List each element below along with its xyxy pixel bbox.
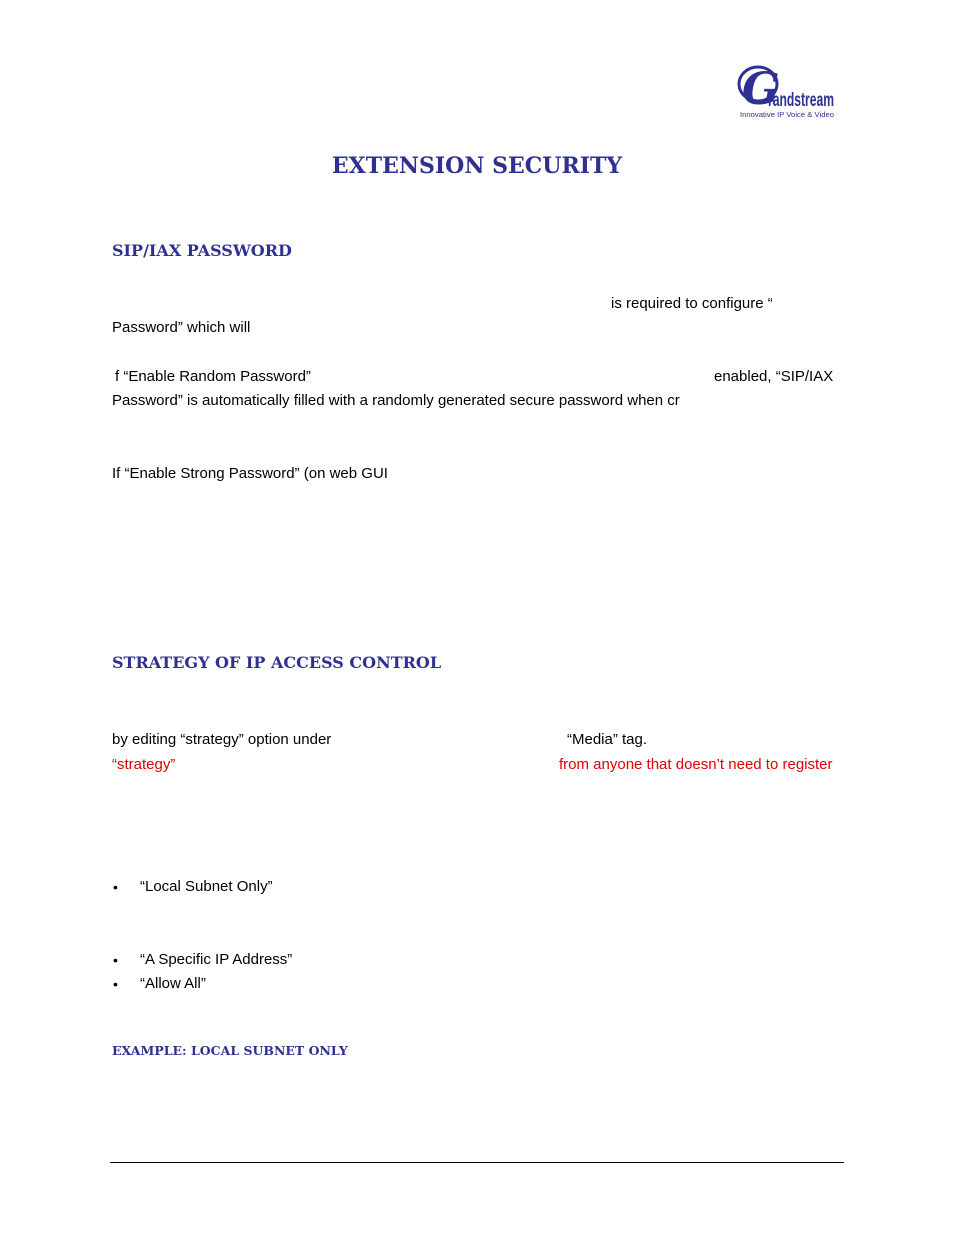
sip-iax-paragraph-2-line-2: Password” is automatically filled with a randomly generated secure password when cr <box>112 392 680 409</box>
sip-iax-paragraph-1-line-2: Password” which will <box>112 319 251 336</box>
bullet-specific-ip-address: “A Specific IP Address” <box>140 951 293 968</box>
logo-initial: G <box>742 64 780 115</box>
ip-access-paragraph-1-fragment-right: “Media” tag. <box>567 731 648 748</box>
page-title: EXTENSION SECURITY <box>331 153 623 179</box>
logo-tagline: Innovative IP Voice & Video <box>740 110 834 119</box>
footer-divider <box>110 1162 844 1163</box>
bullet-symbol: • <box>113 976 118 992</box>
section-heading-sip-iax-password: SIP/IAX PASSWORD <box>112 241 292 260</box>
grandstream-logo-mark <box>736 60 846 120</box>
subsection-heading-example-local-subnet-only: EXAMPLE: LOCAL SUBNET ONLY <box>112 1043 348 1058</box>
section-heading-ip-access-control: STRATEGY OF IP ACCESS CONTROL <box>112 653 442 672</box>
bullet-allow-all: “Allow All” <box>140 975 206 992</box>
bullet-symbol: • <box>113 952 118 968</box>
ip-access-paragraph-2-fragment-right: from anyone that doesn’t need to register <box>559 756 833 773</box>
sip-iax-paragraph-2-fragment-left: f “Enable Random Password” <box>115 368 311 385</box>
bullet-symbol: • <box>113 879 118 895</box>
sip-iax-paragraph-2-fragment-right: enabled, “SIP/IAX <box>714 368 834 385</box>
logo-wordmark: randstream <box>768 90 834 111</box>
ip-access-paragraph-2-fragment-left: “strategy” <box>112 756 176 773</box>
ip-access-paragraph-1-fragment-left: by editing “strategy” option under <box>112 731 332 748</box>
grandstream-logo <box>736 60 846 120</box>
bullet-local-subnet-only: “Local Subnet Only” <box>140 878 273 895</box>
sip-iax-paragraph-1-fragment: is required to configure “ <box>611 295 773 312</box>
sip-iax-paragraph-3: If “Enable Strong Password” (on web GUI <box>112 465 388 482</box>
